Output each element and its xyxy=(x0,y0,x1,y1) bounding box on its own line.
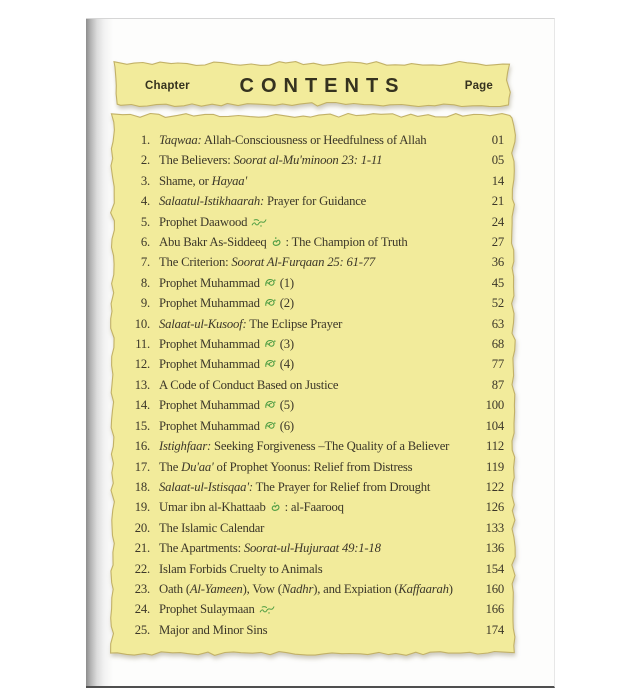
chapter-title xyxy=(159,518,476,538)
page-number: 77 xyxy=(491,357,504,372)
chapter-title-text: Islam Forbids Cruelty to Animals xyxy=(159,561,323,576)
chapter-title-text: : al-Faarooq xyxy=(281,500,344,515)
chapter-title-text: Umar ibn al-Khattaab xyxy=(159,500,269,515)
page-number: 100 xyxy=(485,398,504,413)
chapter-title-text: Salaatul-Istikhaarah: xyxy=(159,194,265,209)
chapter-number: 12. xyxy=(134,357,150,372)
chapter-title xyxy=(159,334,476,354)
chapter-title-text: : The Champion of Truth xyxy=(282,235,408,250)
chapter-number: 17. xyxy=(134,459,150,474)
saw-honorific-icon xyxy=(264,358,276,369)
toc-row xyxy=(122,599,504,619)
chapter-title-text: Soorat-ul-Hujuraat 49:1-18 xyxy=(243,541,381,556)
chapter-title-text: Prophet Muhammad xyxy=(159,418,263,433)
toc-row xyxy=(122,477,504,497)
toc-row xyxy=(122,252,504,272)
page-title: CONTENTS xyxy=(239,74,406,97)
chapter-title-text: (5) xyxy=(276,398,294,413)
chapter-title xyxy=(159,477,476,497)
toc-row xyxy=(122,497,504,517)
chapter-title-text: Soorat al-Mu'minoon 23: 1-11 xyxy=(233,153,383,168)
chapter-title xyxy=(159,354,476,374)
page-number: 154 xyxy=(485,561,504,576)
toc-row xyxy=(122,457,504,477)
chapter-title-text: The Eclipse Prayer xyxy=(246,316,343,331)
chapter-title xyxy=(159,273,476,293)
chapter-title-text: (2) xyxy=(276,296,294,311)
page-number: 52 xyxy=(491,296,504,311)
contents-header-band xyxy=(113,61,511,107)
page-number: 119 xyxy=(486,459,504,474)
page-number: 174 xyxy=(485,622,504,637)
chapter-title-text: (3) xyxy=(276,337,294,352)
chapter-title-text: Salaat-ul-Istisqaa': xyxy=(159,479,253,494)
toc-row xyxy=(122,579,504,599)
page-number: 21 xyxy=(491,194,504,209)
chapter-title-text: Hayaa' xyxy=(211,173,247,188)
toc-row xyxy=(122,375,504,395)
chapter-number: 15. xyxy=(134,418,150,433)
page-number: 160 xyxy=(485,581,504,596)
chapter-number: 5. xyxy=(140,214,150,229)
chapter-title xyxy=(159,416,476,436)
chapter-title xyxy=(159,579,476,599)
chapter-number: 9. xyxy=(140,296,150,311)
chapter-title-text: Prophet Muhammad xyxy=(159,296,263,311)
chapter-number: 19. xyxy=(134,500,150,515)
toc-list xyxy=(110,113,516,673)
chapter-number: 16. xyxy=(134,439,150,454)
page-number: 24 xyxy=(491,214,504,229)
chapter-title-text: Du'aa' xyxy=(181,459,214,474)
chapter-number: 10. xyxy=(134,316,150,331)
toc-row xyxy=(122,130,504,150)
chapter-title xyxy=(159,191,476,211)
page-number: 112 xyxy=(486,439,504,454)
chapter-number: 13. xyxy=(134,377,150,392)
chapter-number: 7. xyxy=(140,255,150,270)
chapter-title xyxy=(159,171,476,191)
saw-honorific-icon xyxy=(264,338,276,349)
chapter-column-label: Chapter xyxy=(145,80,190,92)
as-honorific-icon xyxy=(259,605,275,614)
ra-honorific-icon xyxy=(271,236,282,247)
toc-row xyxy=(122,212,504,232)
chapter-title-text: Al-Yameen xyxy=(189,581,243,596)
chapter-title-text: Istighfaar: xyxy=(159,439,212,454)
chapter-title-text: The Apartments: xyxy=(159,541,244,556)
toc-row xyxy=(122,273,504,293)
page-number: 05 xyxy=(491,153,504,168)
page-number: 87 xyxy=(491,377,504,392)
page-number: 27 xyxy=(491,235,504,250)
toc-row xyxy=(122,150,504,170)
chapter-number: 25. xyxy=(134,622,150,637)
chapter-title-text: Abu Bakr As-Siddeeq xyxy=(159,235,270,250)
chapter-title-text: The Criterion: xyxy=(159,255,232,270)
page-number: 166 xyxy=(485,602,504,617)
chapter-title xyxy=(159,314,476,334)
page-column-label: Page xyxy=(464,80,493,92)
page-number: 122 xyxy=(485,479,504,494)
chapter-title-text: Prophet Muhammad xyxy=(159,357,263,372)
chapter-title xyxy=(159,497,476,517)
contents-header xyxy=(113,61,511,109)
chapter-title-text: ), Vow ( xyxy=(242,581,282,596)
chapter-title-text: Major and Minor Sins xyxy=(159,622,268,637)
toc-row xyxy=(122,620,504,640)
page-number: 104 xyxy=(485,418,504,433)
chapter-title xyxy=(159,212,476,232)
chapter-title xyxy=(159,599,476,619)
chapter-number: 3. xyxy=(140,173,150,188)
chapter-title-text: Prophet Muhammad xyxy=(159,275,263,290)
page-number: 126 xyxy=(485,500,504,515)
chapter-title-text: (4) xyxy=(276,357,294,372)
chapter-title-text: Salaat-ul-Kusoof: xyxy=(159,316,247,331)
page-paper xyxy=(86,18,555,688)
chapter-title-text: A Code of Conduct Based on Justice xyxy=(159,377,339,392)
chapter-title-text: Prophet Daawood xyxy=(159,214,251,229)
chapter-title-text: The Islamic Calendar xyxy=(159,520,265,535)
toc-row xyxy=(122,314,504,334)
chapter-title xyxy=(159,620,476,640)
chapter-title xyxy=(159,130,476,150)
toc-row xyxy=(122,559,504,579)
chapter-number: 22. xyxy=(134,561,150,576)
chapter-number: 18. xyxy=(134,479,150,494)
chapter-title-text: Oath ( xyxy=(159,581,190,596)
chapter-title xyxy=(159,457,476,477)
chapter-title-text: (1) xyxy=(276,275,294,290)
chapter-title-text: Prophet Sulaymaan xyxy=(159,602,258,617)
ra-honorific-icon xyxy=(270,501,281,512)
chapter-title-text: The Believers: xyxy=(159,153,234,168)
page-number: 68 xyxy=(491,337,504,352)
toc-row xyxy=(122,191,504,211)
toc-row xyxy=(122,416,504,436)
chapter-title xyxy=(159,395,476,415)
chapter-title-text: ), and Expiation ( xyxy=(313,581,399,596)
page-number: 36 xyxy=(491,255,504,270)
chapter-number: 6. xyxy=(140,235,150,250)
toc-row xyxy=(122,436,504,456)
as-honorific-icon xyxy=(251,218,267,227)
chapter-title xyxy=(159,232,476,252)
chapter-number: 14. xyxy=(134,398,150,413)
chapter-title xyxy=(159,538,476,558)
chapter-number: 20. xyxy=(134,520,150,535)
chapter-title-text: Prayer for Guidance xyxy=(264,194,367,209)
page-number: 133 xyxy=(485,520,504,535)
chapter-title xyxy=(159,252,476,272)
chapter-number: 23. xyxy=(134,581,150,596)
toc-row xyxy=(122,232,504,252)
chapter-title xyxy=(159,375,476,395)
chapter-title-text: (6) xyxy=(276,418,294,433)
chapter-title xyxy=(159,293,476,313)
chapter-title-text: of Prophet Yoonus: Relief from Distress xyxy=(213,459,413,474)
chapter-title-text: Prophet Muhammad xyxy=(159,337,263,352)
chapter-title xyxy=(159,559,476,579)
chapter-title-text: Shame, or xyxy=(159,173,212,188)
chapter-title xyxy=(159,150,476,170)
saw-honorific-icon xyxy=(264,277,276,288)
chapter-title-text: Nadhr xyxy=(281,581,314,596)
page-number: 63 xyxy=(491,316,504,331)
chapter-number: 2. xyxy=(140,153,150,168)
toc-band xyxy=(110,113,516,656)
saw-honorific-icon xyxy=(264,297,276,308)
chapter-title-text: Seeking Forgiveness –The Quality of a Believer xyxy=(211,439,450,454)
chapter-number: 1. xyxy=(140,133,150,147)
chapter-number: 21. xyxy=(134,541,150,556)
saw-honorific-icon xyxy=(264,420,276,431)
toc-row xyxy=(122,171,504,191)
chapter-title-text: The Prayer for Relief from Drought xyxy=(252,479,431,494)
toc-row xyxy=(122,518,504,538)
toc-row xyxy=(122,395,504,415)
chapter-number: 11. xyxy=(135,337,150,352)
chapter-title-text: Allah-Consciousness or Heedfulness of Allah xyxy=(201,133,427,147)
toc-row xyxy=(122,293,504,313)
chapter-number: 24. xyxy=(134,602,150,617)
chapter-title-text: The xyxy=(159,459,182,474)
saw-honorific-icon xyxy=(264,399,276,410)
toc-row xyxy=(122,538,504,558)
chapter-title xyxy=(159,436,476,456)
chapter-title-text: ) xyxy=(448,581,453,596)
page-number: 01 xyxy=(491,133,504,147)
page-number: 14 xyxy=(491,173,504,188)
chapter-title-text: Kaffaarah xyxy=(398,581,449,596)
chapter-number: 8. xyxy=(140,275,150,290)
chapter-title-text: Taqwaa: xyxy=(159,133,202,147)
chapter-title-text: Soorat Al-Furqaan 25: 61-77 xyxy=(231,255,376,270)
page-number: 45 xyxy=(491,275,504,290)
toc-row xyxy=(122,334,504,354)
toc-row xyxy=(122,354,504,374)
chapter-title-text: Prophet Muhammad xyxy=(159,398,263,413)
page-number: 136 xyxy=(485,541,504,556)
chapter-number: 4. xyxy=(140,194,150,209)
